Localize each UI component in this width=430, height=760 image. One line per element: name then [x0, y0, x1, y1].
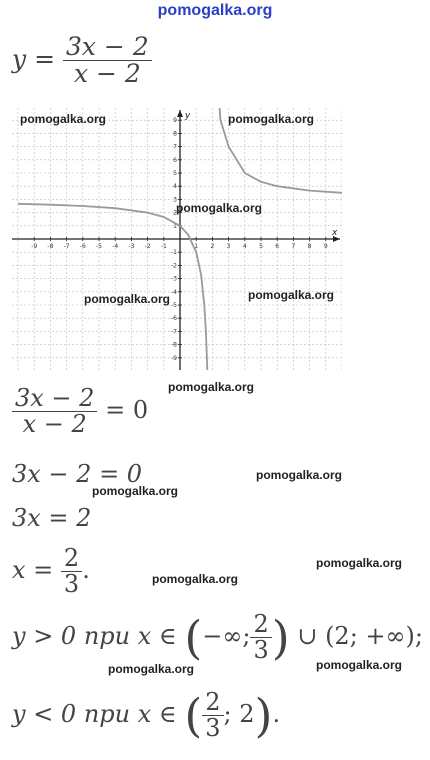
x-tick-label: 7 [291, 243, 296, 250]
x-tick-label: 4 [242, 243, 247, 250]
answer-neg-end: . [272, 700, 281, 729]
y-tick-label: 6 [173, 156, 177, 164]
answer-neg-lhs: y < 0 при x ∈ [12, 700, 177, 729]
y-tick-label: -2 [171, 262, 177, 270]
watermark: pomogalka.org [248, 288, 335, 302]
answer-pos-a: −∞; [202, 622, 251, 651]
x-axis-label: x [332, 228, 338, 238]
x-tick-label: -4 [112, 243, 119, 250]
function-equation [12, 34, 152, 88]
y-tick-label: -8 [171, 341, 177, 349]
x-tick-label: 6 [275, 243, 280, 250]
equation-denominator: x − 2 [63, 60, 152, 87]
watermark: pomogalka.org [20, 112, 107, 126]
x-tick-label: 1 [194, 243, 199, 250]
x-tick-label: -6 [79, 243, 86, 250]
answer-neg-close: ) [254, 688, 273, 743]
watermark: pomogalka.org [108, 662, 195, 676]
step4-denominator: 3 [61, 571, 82, 597]
x-tick-label: -2 [144, 243, 151, 250]
y-tick-label: 1 [173, 222, 177, 230]
answer-neg-rest: ; 2 [223, 700, 255, 729]
watermark: pomogalka.org [256, 468, 343, 482]
answer-neg-open: ( [184, 688, 203, 743]
step4-numerator: 2 [63, 544, 80, 572]
watermark: pomogalka.org [176, 201, 263, 215]
x-tick-label: 8 [307, 243, 312, 250]
equation-eq: = [34, 44, 56, 74]
y-tick-label: -7 [171, 328, 177, 336]
step1-denominator: x − 2 [12, 411, 97, 437]
watermark: pomogalka.org [316, 556, 403, 570]
y-tick-label: 7 [173, 143, 177, 151]
y-tick-label: -4 [171, 288, 177, 296]
watermark: pomogalka.org [84, 292, 171, 306]
y-tick-label: -1 [171, 249, 177, 257]
x-tick-label: 9 [323, 243, 328, 250]
equation-lhs: y [12, 44, 27, 74]
step-equation-fraction [12, 386, 148, 437]
answer-pos-denominator: 3 [250, 637, 271, 663]
answer-pos-rest: ∪ (2; +∞); [297, 622, 423, 651]
watermark: pomogalka.org [316, 658, 403, 672]
answer-pos-lhs: y > 0 при x ∈ [12, 622, 177, 651]
step1-numerator: 3x − 2 [15, 384, 95, 412]
y-tick-label: -9 [171, 354, 177, 362]
answer-neg-numerator: 2 [205, 688, 221, 716]
watermark: pomogalka.org [168, 380, 255, 394]
answer-pos-close: ) [271, 610, 290, 665]
graph-branch-1 [18, 204, 208, 370]
watermark: pomogalka.org [152, 572, 239, 586]
answer-neg-denominator: 3 [202, 715, 223, 741]
step4-lhs: x = [12, 556, 54, 585]
answer-negative [12, 690, 280, 741]
y-tick-label: 5 [173, 170, 177, 177]
step1-rhs: = 0 [105, 396, 149, 425]
function-graph [12, 108, 342, 370]
y-tick-label: 4 [173, 183, 177, 191]
y-tick-label: -3 [171, 275, 177, 283]
answer-positive [12, 612, 423, 663]
y-tick-label: -5 [171, 302, 177, 309]
equation-fraction [63, 34, 152, 88]
y-tick-label: 8 [173, 130, 177, 138]
x-tick-label: -8 [47, 243, 54, 250]
step-equation-2: 3x − 2 = 0 [12, 460, 143, 488]
x-tick-label: -9 [31, 243, 38, 250]
x-tick-label: -3 [128, 243, 135, 250]
step-solution [12, 546, 90, 597]
y-tick-label: 2 [173, 209, 177, 217]
step4-end: . [82, 556, 90, 585]
watermark-top: pomogalka.org [157, 2, 273, 19]
equation-numerator: 3x − 2 [65, 32, 149, 61]
x-tick-label: 2 [210, 243, 215, 250]
watermark: pomogalka.org [92, 484, 179, 498]
watermark: pomogalka.org [228, 112, 315, 126]
answer-pos-numerator: 2 [253, 610, 269, 638]
y-tick-label: 3 [173, 196, 177, 204]
step-equation-3: 3x = 2 [12, 504, 92, 532]
x-tick-label: -7 [63, 243, 70, 250]
answer-pos-open: ( [184, 610, 203, 665]
x-tick-label: -1 [160, 243, 167, 250]
y-axis-label: y [185, 111, 191, 121]
x-tick-label: 3 [226, 243, 231, 250]
x-tick-label: 5 [259, 243, 263, 250]
y-axis-arrow [177, 110, 183, 117]
x-tick-label: -5 [96, 243, 102, 250]
y-tick-label: -6 [171, 315, 177, 323]
y-tick-label: 9 [173, 117, 177, 125]
